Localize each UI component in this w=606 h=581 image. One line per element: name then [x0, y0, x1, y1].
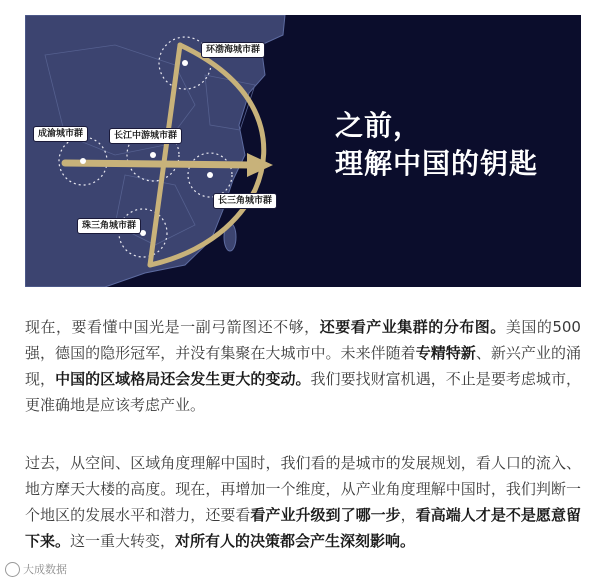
watermark	[5, 561, 67, 577]
para1-bold: 专精特新	[415, 344, 476, 362]
para1-text: 美国的500强，德国的隐形冠军，并没有集聚在大城市中。未来伴随着	[25, 318, 581, 362]
para1-text: 我们要找财富机遇，不止是要考虑城市，更准确地是应该考虑产业。	[25, 370, 581, 414]
city-dot	[80, 158, 86, 164]
label-pearl: 珠三角城市群	[77, 218, 141, 234]
para2-bold: 看产业升级到了哪一步	[250, 506, 401, 524]
paragraph-1	[25, 314, 581, 418]
headline-line-2: 理解中国的钥匙	[335, 147, 539, 180]
watermark-text: 大成数据	[23, 563, 67, 576]
city-dot	[207, 172, 213, 178]
para2-text: ，	[400, 506, 416, 524]
label-bohai: 环渤海城市群	[201, 42, 265, 58]
para1-text: 、新兴产业的涌现，	[25, 344, 581, 388]
para2-text: 这一重大转变，	[70, 532, 176, 550]
para1-bold: 中国的区域格局还会发生更大的变动。	[55, 370, 311, 388]
label-chengyu: 成渝城市群	[33, 126, 88, 142]
label-yangtze-mid: 长江中游城市群	[109, 128, 182, 144]
arrow-shaft	[65, 163, 250, 165]
paragraph-2	[25, 450, 581, 554]
hero-image	[25, 15, 581, 287]
para2-text: 过去，从空间、区域角度理解中国时，我们看的是城市的发展规划，看人口的流入、地方摩天大楼的高度。现在，再增加一个维度，从产业角度理解中国时，我们判断一个地区的发展水平和潜力，还要看	[25, 454, 581, 524]
hero-headline	[335, 107, 538, 183]
city-dot	[150, 152, 156, 158]
para2-bold: 看高端人才是不是愿意留下来。	[25, 506, 581, 550]
city-dot	[182, 60, 188, 66]
para2-bold: 对所有人的决策都会产生深刻影响。	[175, 532, 416, 550]
para1-text: 现在，要看懂中国光是一副弓箭图还不够，	[25, 318, 320, 336]
headline-line-1: 之前，	[335, 109, 423, 142]
label-yangtze-delta: 长三角城市群	[213, 193, 277, 209]
para1-bold: 还要看产业集群的分布图。	[319, 318, 506, 336]
watermark-icon	[5, 562, 20, 577]
